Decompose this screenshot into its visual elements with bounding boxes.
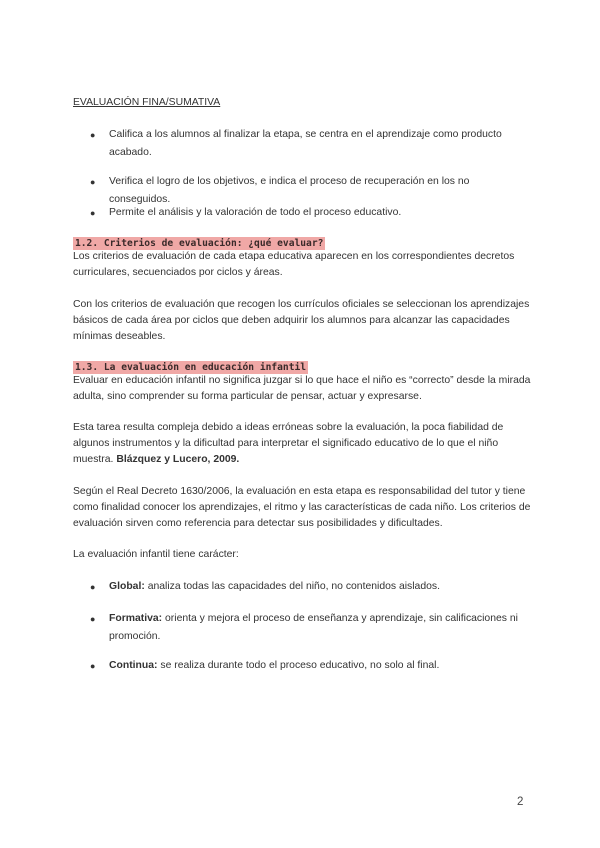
citation: Blázquez y Lucero, 2009. [116,454,240,466]
paragraph: Evaluar en educación infantil no significa juzgar si lo que hace el niño es “correcto” desde la mirada adulta, sino comprender su forma particular de pensar, actuar y expresarse. [73,375,531,403]
list-item: ● Global: analiza todas las capacidades del niño, no contenidos aislados. [109,578,529,596]
list-item: ● Formativa: orienta y mejora el proceso de enseñanza y aprendizaje, sin calificaciones ni promoción. [109,610,529,646]
bullet-icon: ● [90,582,96,592]
paragraph: Esta tarea resulta compleja debido a ideas erróneas sobre la evaluación, la poca fiabilidad de algunos instrumentos y la dificultad para interpretar el significado educativo de lo que el niño muestra. Blázquez y Lucero, 2009. [73,422,504,466]
bullet-icon: ● [90,208,96,218]
paragraph: Con los criterios de evaluación que recogen los currículos oficiales se seleccionan los aprendizajes básicos de cada área por ciclos que deben adquirir los alumnos para alcanzar las capacidades mínimas deseables. [73,299,530,343]
bullet-icon: ● [90,614,96,624]
list-item: ● Califica a los alumnos al finalizar la etapa, se centra en el aprendizaje como producto acabado. [109,126,529,162]
list-item: ● Permite el análisis y la valoración de todo el proceso educativo. [109,204,529,222]
list-item: ● Continua: se realiza durante todo el proceso educativo, no solo al final. [109,657,529,675]
section-heading-infantil: 1.3. La evaluación en educación infantil [75,362,307,373]
paragraph: Los criterios de evaluación de cada etapa educativa aparecen en los correspondientes decretos curriculares, secuenciados por ciclos y áreas. [73,251,515,279]
section-title: EVALUACIÓN FINA/SUMATIVA [73,97,221,108]
paragraph: La evaluación infantil tiene carácter: [73,549,239,560]
bullet-icon: ● [90,177,96,187]
page-number: 2 [517,796,524,808]
list-item: ● Verifica el logro de los objetivos, e indica el proceso de recuperación en los no conseguidos. [109,173,529,209]
bullet-icon: ● [90,130,96,140]
bullet-icon: ● [90,661,96,671]
paragraph: Según el Real Decreto 1630/2006, la evaluación en esta etapa es responsabilidad del tutor y tiene como finalidad conocer los aprendizajes, el ritmo y las características de cada niño. Los criterios de evaluación sirven como referencia para detectar sus posibilidades y dificultades. [73,486,531,530]
section-heading-criterios: 1.2. Criterios de evaluación: ¿qué evaluar? [75,238,324,249]
